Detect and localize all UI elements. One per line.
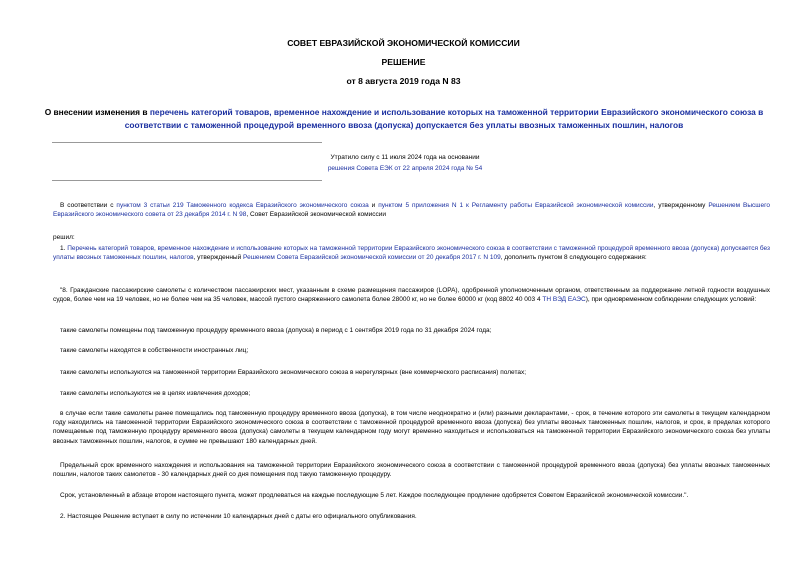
condition-item: такие самолеты используются на таможенной территории Евразийского экономического союза в нерегулярных (вне коммерческого расписания) полетах; <box>60 369 527 376</box>
category-list-link[interactable]: Перечень категорий товаров, временное нахождение и использование которых на таможенной территории Евразийского экономического союза в соответствии с таможенной процедурой временного ввоза (допуска) допускается без уплаты ввозных таможенных пошлин, налогов <box>53 245 770 262</box>
condition-item: такие самолеты используются не в целях извлечения доходов; <box>60 390 251 397</box>
repeal-decision-link[interactable]: решения Совета ЕЭК от 22 апреля 2024 года № 54 <box>327 165 483 172</box>
item-2-paragraph: 2. Настоящее Решение вступает в силу по истечении 10 календарных дней с даты его официального опубликования. <box>60 513 417 520</box>
item-1-paragraph: 1. Перечень категорий товаров, временное нахождение и использование которых на таможенной территории Евразийского экономического союза в соответствии с таможенной процедурой временного ввоза (допуска) допускается без уплаты ввозных таможенных пошлин, налогов, утвержденный Решением Совета Евразийской экономической комиссии от 20 декабря 2017 г. N 109, дополнить пунктом 8 следующего содержания: <box>53 245 770 262</box>
doc-type-heading: РЕШЕНИЕ <box>381 57 426 67</box>
doc-date: от 8 августа 2019 года N 83 <box>346 76 461 86</box>
extension-paragraph: Срок, установленный в абзаце втором настоящего пункта, может продлеваться на каждые последующие 5 лет. Каждое последующее продление одобряется Советом Евразийской экономической комиссии.". <box>60 492 689 499</box>
item-8-paragraph: "8. Гражданские пассажирские самолеты с количеством пассажирских мест, указанным в схеме размещения пассажиров (LOPA), одобренной уполномоченным органом, ответственным за поддержание летной годности воздушных судов, более чем на 19 человек, но не более чем на 35 человек, массой пустого снаряженного самолета более 28000 кг, но не более 60000 кг (код 8802 40 003 4 ТН ВЭД ЕАЭС), при одновременном соблюдении следующих условий: <box>53 287 770 304</box>
document-title <box>34 106 774 132</box>
customs-code-link[interactable]: пунктом 3 статьи 219 Таможенного кодекса Евразийского экономического союза <box>116 202 369 209</box>
resolved-line: решил: <box>53 234 75 241</box>
condition-item: такие самолеты находятся в собственности иностранных лиц; <box>60 347 249 354</box>
tn-ved-link[interactable]: ТН ВЭД ЕАЭС <box>542 296 586 304</box>
preamble-paragraph: В соответствии с пунктом 3 статьи 219 Таможенного кодекса Евразийского экономического союза и пунктом 5 приложения N 1 к Регламенту работы Евразийской экономической комиссии, утвержденному Решением Высшего Евразийского экономического совета от 23 декабря 2014 г. N 98, Совет Евразийской экономической комиссии <box>53 202 770 219</box>
supreme-council-decision-link[interactable]: Решением Высшего Евразийского экономического совета от 23 декабря 2014 г. N 98 <box>53 202 770 219</box>
title-prefix: О внесении изменения в <box>44 107 150 117</box>
status-note-text: Утратило силу с 11 июля 2024 года на основании <box>330 154 480 161</box>
limit-paragraph: Предельный срок временного нахождения и использования на таможенной территории Евразийского экономического союза в соответствии с таможенной процедурой временного ввоза (допуска) без уплаты ввозных таможенных пошлин, налогов таких самолетов - 30 календарных дней со дня помещения под такую таможенную процедуру. <box>53 462 770 479</box>
divider-bottom <box>52 180 322 181</box>
condition-item: такие самолеты помещены под таможенную процедуру временного ввоза (допуска) в период с 1 сентября 2019 года по 31 декабря 2024 года; <box>60 327 492 334</box>
regulations-link[interactable]: пунктом 5 приложения N 1 к Регламенту работы Евразийской экономической комиссии <box>378 202 654 209</box>
status-note <box>290 152 520 174</box>
title-list-link[interactable]: перечень категорий товаров, временное нахождение и использование которых на таможенной территории Евразийского экономического союза в соответствии с таможенной процедурой временного ввоза (допуска) допускается без уплаты ввозных таможенных пошлин, налогов <box>124 107 764 130</box>
council-decision-109-link[interactable]: Решением Совета Евразийской экономической комиссии от 20 декабря 2017 г. N 109 <box>243 254 501 262</box>
org-heading: СОВЕТ ЕВРАЗИЙСКОЙ ЭКОНОМИЧЕСКОЙ КОМИССИИ <box>287 38 520 48</box>
condition-item: в случае если такие самолеты ранее помещались под таможенную процедуру временного ввоза (допуска), в том числе неоднократно и (или) разными декларантами, - срок, в течение которого эти самолеты в текущем календарном году находились на таможенной территории Евразийского экономического союза в соответствии с таможенной процедурой временного ввоза (допуска) без уплаты ввозных таможенных пошлин, налогов, и срок, в пределах которого помещаемые под таможенную процедуру временного ввоза (допуска) самолеты в текущем календарном году могут временно находиться и использоваться на таможенной территории Евразийского экономического союза без уплаты ввозных таможенных пошлин, налогов, в сумме не превышают 180 календарных дней. <box>53 410 770 445</box>
divider-top <box>52 142 322 143</box>
